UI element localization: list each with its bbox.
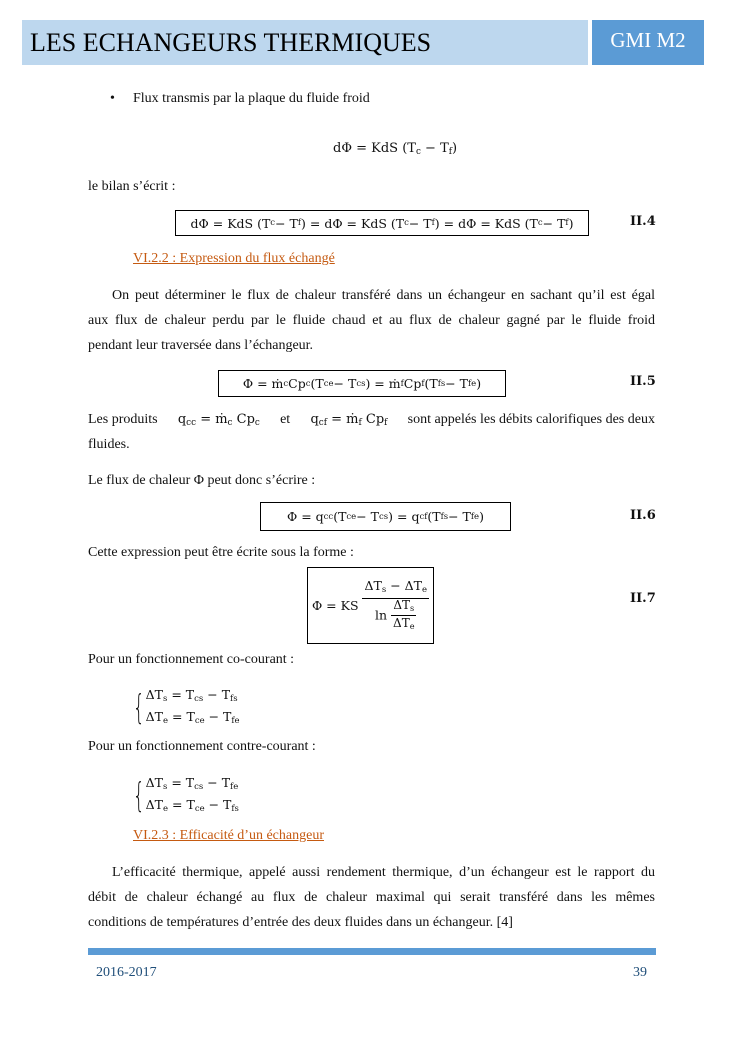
equation-number-II6: II.6 <box>630 508 656 523</box>
bilan-text: le bilan s’écrit : <box>88 179 176 194</box>
products-and: et <box>280 412 291 427</box>
flux-text: Le flux de chaleur Φ peut donc s’écrire : <box>88 473 316 488</box>
system-countercurrent: { $\Delta T_s = T_{cs} - T_{fe}$ $\Delta T_e = T_{ce} - T_{fs}$ <box>132 775 239 817</box>
products-start: Les produits <box>88 412 158 427</box>
para-1-line-2: aux flux de chaleur perdu par le fluide chaud et au flux de chaleur gagné par le fluide froid <box>88 313 655 328</box>
equation-flux-froid: dΦ = KdS $(T_c - T_f)$ <box>333 141 458 158</box>
bullet-dot: • <box>110 91 115 106</box>
header-title: LES ECHANGEURS THERMIQUES <box>22 20 588 65</box>
para-1-line-3: pendant leur traversée dans l’échangeur. <box>88 338 314 353</box>
products-end: sont appelés les débits calorifiques des deux <box>407 412 655 427</box>
equation-box-II7: Φ = KS $\Delta T_s - \Delta T_e$ ln $\frac{\Delta T_s}{\Delta T_e}$ <box>307 567 434 644</box>
equation-number-II7: II.7 <box>630 591 656 606</box>
equation-number-II4: II.4 <box>630 214 656 229</box>
equation-box-II4: dΦ = KdS (T c − T f ) = dΦ = KdS (T c − T f ) = dΦ = KdS (T c − T f ) <box>175 210 589 236</box>
system-cocurrent: { $\Delta T_s = T_{cs} - T_{fs}$ $\Delta T_e = T_{ce} - T_{fe}$ <box>132 687 240 729</box>
section-heading-flux: VI.2.2 : Expression du flux échangé <box>133 251 335 266</box>
section-heading-efficacite: VI.2.3 : Efficacité d’un échangeur <box>133 828 324 843</box>
qcc-formula: $q_{cc}$ = ṁ$_c$ $Cp_c$ <box>177 412 260 429</box>
form-text: Cette expression peut être écrite sous la forme : <box>88 545 354 560</box>
para-2-line-1: L’efficacité thermique, appelé aussi rendement thermique, d’un échangeur est le rapport du <box>112 865 655 880</box>
cocurrent-text: Pour un fonctionnement co-courant : <box>88 652 295 667</box>
footer-year: 2016-2017 <box>96 965 157 980</box>
page-number: 39 <box>633 965 647 980</box>
equation-box-II6: Φ = q cc (T ce − T cs ) = q cf (T fs − T fe ) <box>260 502 511 531</box>
qcf-formula: $q_{cf}$ = ṁ$_f$ $Cp_f$ <box>310 412 388 429</box>
footer-bar <box>88 948 656 955</box>
counter-text: Pour un fonctionnement contre-courant : <box>88 739 316 754</box>
header-code: GMI M2 <box>592 20 704 65</box>
products-end-2: fluides. <box>88 437 130 452</box>
equation-box-II5: Φ = ṁ c Cp c (T ce − T cs ) = ṁ f Cp f (T fs − T fe ) <box>218 370 506 397</box>
para-1-line-1: On peut déterminer le flux de chaleur transféré dans un échangeur en sachant qu’il est égal <box>112 288 655 303</box>
products-line <box>88 407 655 436</box>
equation-number-II5: II.5 <box>630 374 656 389</box>
bullet-text: Flux transmis par la plaque du fluide froid <box>133 91 370 106</box>
para-2-line-2: débit de chaleur échangé au flux de chaleur maximal qui serait transféré dans les mêmes <box>88 890 655 905</box>
para-2-line-3: conditions de températures d’entrée des deux fluides dans un échangeur. [4] <box>88 915 513 930</box>
